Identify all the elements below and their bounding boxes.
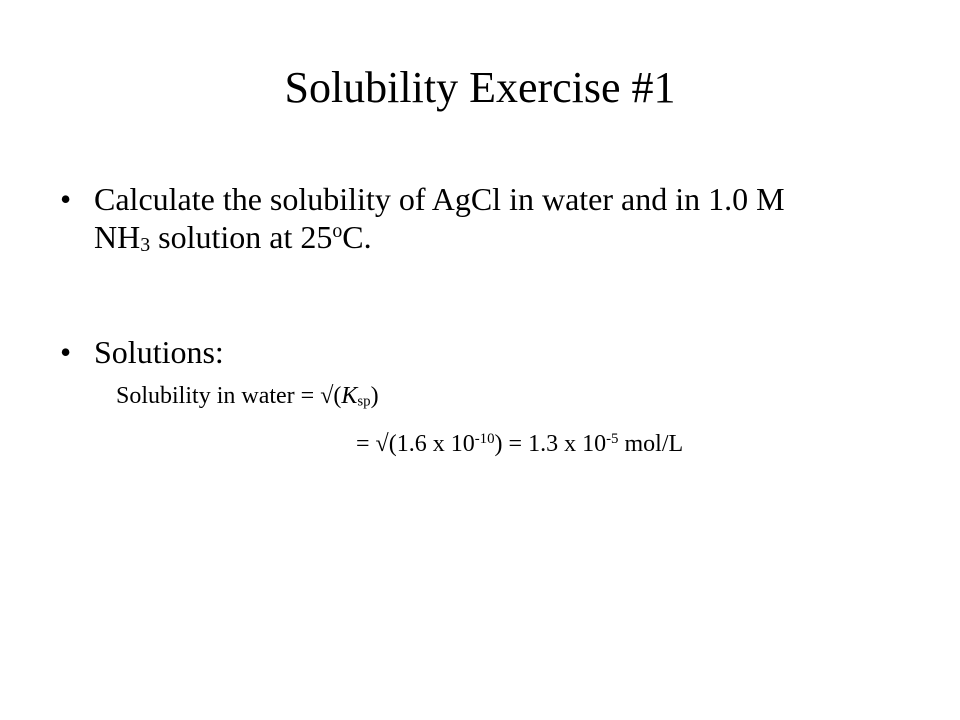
exponent-1: -10	[474, 430, 495, 447]
ksp-k: K	[341, 383, 358, 409]
question-part1: Calculate the solubility of AgCl in water and in 1.0 M	[94, 181, 785, 217]
question-part2: NH	[94, 219, 141, 256]
solution-line-1-prefix: Solubility in water = √(	[116, 383, 342, 409]
solution-line-2	[356, 430, 683, 459]
bullet-dot-icon: •	[60, 334, 72, 370]
superscript-o: o	[332, 220, 343, 243]
bullet-dot-icon: •	[60, 181, 72, 217]
solution-line-2-middle: ) = 1.3 x 10	[494, 431, 607, 457]
question-part4: C.	[342, 219, 372, 256]
question-bullet	[60, 180, 900, 270]
subscript-3: 3	[140, 234, 151, 257]
question-part3: solution at 25	[150, 219, 333, 256]
exponent-2: -5	[606, 430, 619, 447]
solutions-label: Solutions:	[94, 334, 224, 370]
solution-line-2-suffix: mol/L	[618, 431, 684, 457]
solution-line-1-suffix: )	[370, 383, 379, 409]
slide-title: Solubility Exercise #1	[284, 63, 676, 112]
ksp-subscript: sp	[357, 393, 371, 410]
solutions-bullet	[60, 333, 900, 378]
solution-line-2-prefix: = √(1.6 x 10	[356, 431, 475, 457]
solution-line-1	[116, 382, 379, 411]
question-text	[94, 180, 874, 257]
